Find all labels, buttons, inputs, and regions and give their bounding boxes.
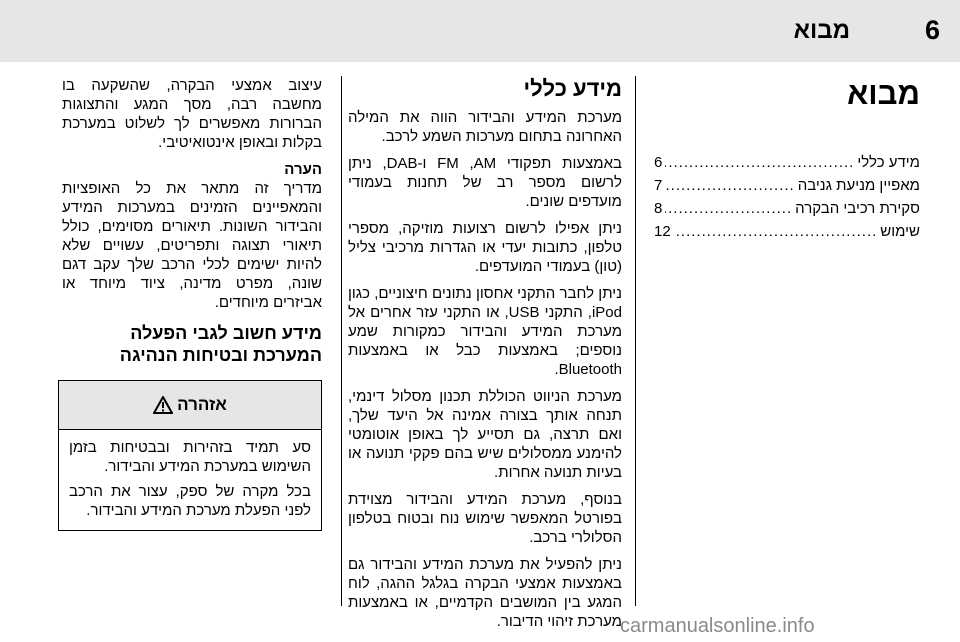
paragraph: ניתן להפעיל את מערכת המידע והבידור גם באמצעות אמצעי הבקרה בגלגל ההגה, לוח המגע בין המושבים הקדמיים, או באמצעות מערכת זיהוי הדיבור. <box>348 556 622 630</box>
paragraph: באמצעות תפקודי FM ,AM ו-DAB, ניתן לרשום מספר רב של תחנות בעמודי מועדפים שונים. <box>348 155 622 210</box>
toc-leader-dots <box>665 177 794 194</box>
toc-item[interactable] <box>654 154 920 177</box>
paragraph: ניתן לחבר התקני אחסון נתונים חיצוניים, כגון iPod, התקני USB, או התקני עזר אחרים אל מערכת המידע והבידור כמקורות שמע נוספים; באמצעות כבל או באמצעות Bluetooth. <box>348 285 622 378</box>
toc-item-label: שימוש <box>880 223 920 240</box>
subheading: מידע חשוב לגבי הפעלה המערכת ובטיחות הנהיגה <box>119 323 322 365</box>
warning-paragraph: סע תמיד בזהירות ובבטיחות בזמן השימוש במערכת המידע והבידור. <box>69 439 311 475</box>
warning-header <box>59 381 321 430</box>
controls-column <box>62 76 322 531</box>
table-of-contents <box>654 154 920 246</box>
toc-item[interactable] <box>654 200 920 223</box>
paragraph: ניתן אפילו לרשום רצועות מוזיקה, מספרי טלפון, כתובות יעדי או הגדרות מרכיבי צליל (טון) בעמודי המועדפים. <box>348 220 622 275</box>
warning-triangle-icon <box>153 396 173 414</box>
toc-leader-dots <box>665 154 854 171</box>
paragraph: מערכת המידע והבידור הווה את המילה האחרונה בתחום מערכות השמע לרכב. <box>348 109 622 145</box>
toc-item[interactable] <box>654 177 920 200</box>
warning-paragraph: בכל מקרה של ספק, עצור את הרכב לפני הפעלת מערכת המידע והבידור. <box>69 483 311 519</box>
toc-item-page: 6 <box>654 154 663 171</box>
toc-column <box>654 76 920 246</box>
page-header <box>0 0 960 62</box>
toc-item-label: מידע כללי <box>857 154 920 171</box>
toc-item[interactable] <box>654 223 920 246</box>
paragraph: מערכת הניווט הכוללת תכנון מסלול דינמי, תנחה אותך בצורה אמינה אל היעד שלך, ואם תרצה, גם תסייע לך באופן אוטומטי להימנע ממסלולים שיש בהם פקקי תנועה או בעיות תנועה אחרות. <box>348 388 622 481</box>
toc-item-label: סקירת רכיבי הבקרה <box>795 200 920 217</box>
page-number: 6 <box>924 15 940 45</box>
watermark: carmanualsonline.info <box>620 615 815 637</box>
section-title: מידע כללי <box>523 76 622 101</box>
toc-leader-dots <box>665 200 792 217</box>
toc-item-page: 12 <box>654 223 671 240</box>
toc-item-label: מאפיין מניעת גניבה <box>797 177 920 194</box>
chapter-title: מבוא <box>847 76 920 111</box>
warning-body <box>59 430 321 530</box>
note-text: מדריך זה מתאר את כל האופציות והמאפיינים הזמינים במערכות המידע והבידור השונות. תיאורים מסוימים, כולל תיאורי תצוגה ותפריטים, עשויים שלא להיות ישימים לכלי הרכב שלך עקב דגם שונה, מפרט מדינה, ציוד מיוחד או אביזרים מיוחדים. <box>62 180 322 311</box>
general-info-column <box>348 76 622 639</box>
warning-title: אזהרה <box>177 395 227 414</box>
toc-item-page: 8 <box>654 200 663 217</box>
toc-leader-dots <box>674 223 878 240</box>
header-title: מבוא <box>793 17 850 44</box>
paragraph: עיצוב אמצעי הבקרה, שהשקעה בו מחשבה רבה, מסך המגע והתצוגות הברורות מאפשרים לך לשלוט במערכת בקלות ובאופן אינטואיטיבי. <box>62 77 322 151</box>
toc-item-page: 7 <box>654 177 663 194</box>
note-label: הערה <box>284 161 322 178</box>
paragraph: בנוסף, מערכת המידע והבידור מצוידת בפורטל המאפשר שימוש נוח ובטוח בטלפון הסלולרי ברכב. <box>348 491 622 546</box>
warning-box <box>58 380 322 531</box>
column-divider <box>635 76 636 606</box>
column-divider <box>341 76 342 606</box>
